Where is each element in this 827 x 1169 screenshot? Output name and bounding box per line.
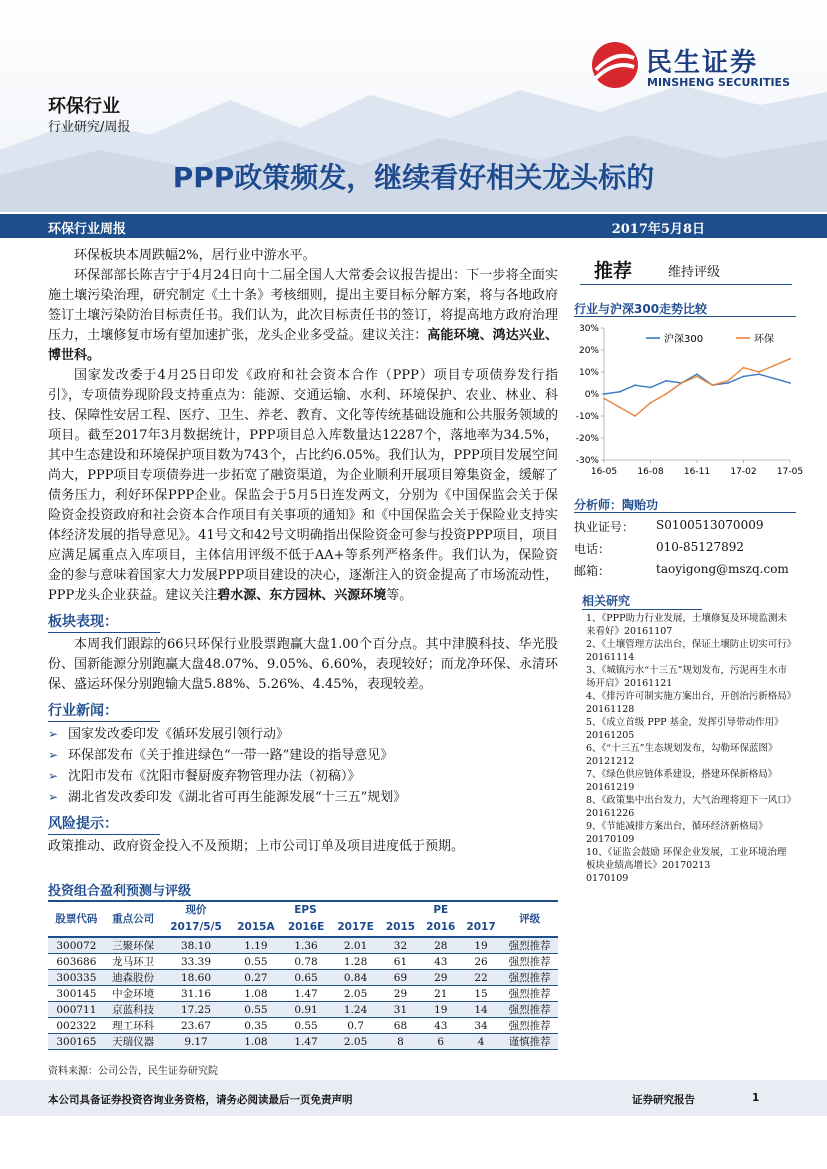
related-item[interactable]: 5、《成立首级 PPP 基金，发挥引导带动作用》20161205: [586, 717, 784, 741]
table-row: [48, 1018, 558, 1034]
header-eps-year: 2016E: [287, 921, 325, 933]
cell-pe: 68: [393, 1019, 408, 1032]
cell-pe: 22: [474, 971, 488, 984]
data-point: [758, 371, 760, 373]
y-tick-label: -10%: [575, 412, 599, 422]
report-title: PPP政策频发，继续看好相关龙头标的: [172, 161, 655, 194]
table-row: [48, 970, 558, 986]
analyst-tel: [574, 540, 745, 557]
cell-rating: 谨慎推荐: [508, 1036, 551, 1048]
data-point: [665, 380, 667, 382]
news-list: [48, 724, 558, 808]
cell-name: 龙马环卫: [112, 956, 155, 968]
cell-eps: 2.05: [343, 987, 368, 1000]
analyst-cert: [574, 518, 764, 535]
cell-pe: 43: [434, 955, 448, 968]
cell-price: 31.16: [180, 987, 212, 1000]
footer-label: 证券研究报告: [632, 1094, 695, 1106]
divider: [574, 316, 796, 317]
cell-rating: 强烈推荐: [508, 956, 551, 968]
data-point: [619, 406, 621, 408]
portfolio-table: [48, 900, 558, 1050]
cell-eps: 1.19: [244, 939, 268, 952]
related-title: 相关研究: [582, 592, 702, 610]
related-list: [586, 612, 794, 885]
cell-pe: 32: [393, 939, 408, 952]
summary-paragraph: 环保板块本周跌幅2%，居行业中游水平。: [74, 248, 316, 263]
cell-rating: 强烈推荐: [508, 1004, 551, 1016]
header-rating: 评级: [519, 912, 541, 925]
section-performance: 板块表现：: [48, 612, 160, 633]
cell-name: 理工环科: [112, 1020, 155, 1032]
header-pe-year: 2016: [426, 921, 456, 933]
risk-paragraph: 政策推动、政府资金投入不及预期；上市公司订单及项目进度低于预期。: [48, 839, 465, 854]
data-point: [696, 373, 698, 375]
table-title: 投资组合盈利预测与评级: [48, 884, 192, 899]
bar-date: 2017年5月8日: [611, 222, 705, 237]
cell-pe: 26: [474, 955, 488, 968]
header-eps: EPS: [294, 904, 317, 916]
cell-eps: 0.35: [244, 1019, 268, 1032]
data-point: [696, 376, 698, 378]
title-bar: [0, 214, 827, 238]
cell-code: 000711: [56, 1003, 97, 1016]
data-point: [789, 382, 791, 384]
related-item[interactable]: 10、《证监会鼓励 环保企业发展，工业环境治理板块业绩高增长》20170213: [586, 847, 787, 871]
cell-name: 京蓝科技: [112, 1004, 155, 1016]
data-point: [712, 384, 714, 386]
data-point: [634, 384, 636, 386]
trend-chart: [568, 318, 804, 486]
cell-eps: 1.08: [244, 987, 268, 1000]
cell-eps: 1.47: [294, 1035, 318, 1048]
data-point: [774, 378, 776, 380]
data-point: [681, 382, 683, 384]
header-pe-year: 2017: [466, 921, 496, 933]
y-tick-label: 0%: [584, 390, 599, 400]
cell-code: 603686: [56, 955, 97, 968]
cell-eps: 0.55: [244, 1003, 268, 1016]
cert-value: S0100513070009: [656, 518, 764, 532]
cell-price: 33.39: [180, 955, 212, 968]
table-row: [48, 986, 558, 1002]
related-item[interactable]: 2、《土壤管理方法出台，保证土壤防止切实可行》20161114: [586, 639, 792, 663]
cell-eps: 2.05: [343, 1035, 368, 1048]
header-code: 股票代码: [55, 912, 98, 925]
related-item[interactable]: 6、《“十三五”生态规划发布，勾勒环保蓝图》20121212: [586, 743, 778, 767]
tel-value: 010-85127892: [656, 540, 745, 554]
table-source: 资料来源：公司公告，民生证券研究院: [48, 1066, 218, 1077]
table-body: [48, 937, 558, 1050]
data-point: [650, 402, 652, 404]
cell-eps: 0.7: [347, 1019, 364, 1032]
news-item: ➢ 环保部发布《关于推进绿色“一带一路”建设的指导意见》: [48, 745, 558, 766]
mail-label: 邮箱：: [574, 564, 611, 578]
divider: [574, 512, 796, 513]
cell-pe: 19: [434, 1003, 448, 1016]
cell-eps: 1.47: [294, 987, 318, 1000]
ppp-end: 等。: [386, 588, 413, 603]
data-point: [727, 382, 729, 384]
cell-name: 中金环境: [112, 988, 155, 1000]
related-item[interactable]: 7、《绿色供应链体系建设，搭建环保新格局》20161219: [586, 769, 778, 793]
footer-disclaimer: 本公司具备证券投资咨询业务资格，请务必阅读最后一页免责声明: [48, 1094, 353, 1106]
cell-price: 38.10: [180, 939, 212, 952]
table-row: [48, 1034, 558, 1050]
data-point: [743, 367, 745, 369]
news-item: ➢ 湖北省发改委印发《湖北省可再生能源发展“十三五”规划》: [48, 787, 558, 808]
table-row: [48, 954, 558, 970]
cell-pe: 14: [474, 1003, 488, 1016]
y-tick-label: 10%: [578, 368, 599, 378]
brand-emblem-icon: [590, 40, 640, 90]
cell-eps: 2.01: [343, 939, 368, 952]
related-item[interactable]: 4、《排污许可制实施方案出台，开创治污新格局》20161128: [586, 691, 792, 715]
header-eps-year: 2017E: [337, 921, 374, 933]
cell-name: 天瑞仪器: [112, 1036, 155, 1048]
analyst-title: 分析师：陶贻功: [574, 498, 659, 512]
soil-text: 环保部部长陈吉宁于4月24日向十二届全国人大常委会议报告提出：下一步将全面实施土壤污染治理，研究制定《土十条》考核细则，提出主要目标分解方案，将与各地政府签订土壤污染防治目标责任书。我们认为，此次目标责任书的签订，将提高地方政府治理压力，土壤修复市场有望加速扩张，龙头企业多受益。建议关注：: [48, 268, 558, 343]
cell-eps: 1.28: [343, 955, 368, 968]
section-news: 行业新闻：: [48, 701, 160, 722]
cell-eps: 0.65: [294, 971, 318, 984]
table-row: [48, 1002, 558, 1018]
rating-sub: 维持评级: [668, 265, 721, 280]
cell-eps: 0.91: [294, 1003, 318, 1016]
y-tick-label: 20%: [578, 346, 599, 356]
header-name: 重点公司: [112, 912, 155, 925]
x-tick-label: 16-08: [637, 467, 664, 477]
x-tick-label: 17-05: [776, 467, 804, 477]
page-number: 1: [752, 1092, 760, 1104]
cell-eps: 0.84: [343, 971, 368, 984]
related-item[interactable]: 8、《政策集中出台发力，大气治理将迎下一风口》20161226: [586, 795, 792, 819]
related-item[interactable]: 3、《城镇污水“十三五”规划发布，污泥再生水市场开启》20161121: [586, 665, 788, 689]
mail-value[interactable]: taoyigong@mszq.com: [656, 562, 789, 576]
performance-paragraph: 本周我们跟踪的66只环保行业股票跑赢大盘1.00个百分点。其中津膜科技、华光股份、国新能源分别跑赢大盘48.07%、9.05%、6.60%，表现较好；而龙净环保、永清环保、盛运环保分别跑输大盘5.88%、5.26%、4.45%，表现较差。: [48, 637, 558, 692]
data-point: [758, 373, 760, 375]
cell-code: 002322: [56, 1019, 97, 1032]
cell-pe: 31: [393, 1003, 408, 1016]
bar-report-name: 环保行业周报: [48, 222, 127, 237]
soil-paragraph: [48, 266, 558, 366]
cell-pe: 28: [434, 939, 448, 952]
header-eps-year: 2015A: [237, 921, 275, 933]
cell-name: 三聚环保: [112, 940, 155, 952]
cell-pe: 69: [393, 971, 408, 984]
data-point: [650, 387, 652, 389]
cell-pe: 8: [397, 1035, 404, 1048]
cell-price: 23.67: [180, 1019, 212, 1032]
cert-label: 执业证号：: [574, 520, 635, 534]
brand-name-en: MINSHENG SECURITIES: [647, 76, 790, 89]
cell-code: 300165: [56, 1035, 97, 1048]
cell-price: 17.25: [180, 1003, 212, 1016]
ppp-text: 国家发改委于4月25日印发《政府和社会资本合作（PPP）项目专项债券发行指引》，专项债券现阶段支持重点为：能源、交通运输、水利、环境保护、农业、林业、科技、保障性安居工程、医疗、卫生、养老、教育、文化等传统基础设施和公共服务领域的项目。截至2017年3月数据统计，PPP项目总入库数量达12287个，落地率为34.5%，其中生态建设和环境保护项目数为743个，占比约6.05%。我们认为，PPP项目发展空间尚大，PPP项目专项债券进一步拓宽了融资渠道，为企业顺利开展项目筹集资金，缓解了债务压力，利好环保PPP企业。保监会于5月5日连发两文，分别为《中国保监会关于保险资金投资政府和社会资本合作项目有关事项的通知》和《中国保监会关于保险业支持实体经济发展的指导意见》。41号文和42号文明确指出保险资金可参与投资PPP项目，项目应满足属重点入库项目，主体信用评级不低于AA+等系列严格条件。我们认为，保险资金的参与意味着国家大力发展PPP项目建设的决心，逐渐注入的资金提高了市场流动性，PPP龙头企业获益。建议关注: [48, 368, 558, 603]
cell-code: 300335: [56, 971, 97, 984]
cell-pe: 4: [477, 1035, 485, 1048]
ppp-paragraph: [48, 366, 558, 606]
header-pe: PE: [433, 904, 449, 916]
cell-pe: 15: [474, 987, 488, 1000]
legend-label: 沪深300: [664, 334, 704, 345]
chart-title: 行业与沪深300走势比较: [574, 302, 708, 316]
cell-pe: 29: [393, 987, 408, 1000]
cell-code: 300145: [56, 987, 97, 1000]
legend-label: 环保: [754, 334, 774, 345]
divider: [580, 284, 792, 285]
y-tick-label: 30%: [578, 324, 599, 334]
cell-rating: 强烈推荐: [508, 972, 551, 984]
report-type: 行业研究/周报: [48, 120, 131, 135]
x-tick-label: 17-02: [730, 467, 757, 477]
table-row: [48, 937, 558, 954]
cell-rating: 强烈推荐: [508, 1020, 551, 1032]
series-line-1: [604, 359, 790, 416]
cell-eps: 0.55: [244, 955, 268, 968]
section-risk: 风险提示：: [48, 814, 160, 835]
cell-pe: 21: [434, 987, 448, 1000]
analyst-mail: [574, 562, 789, 579]
data-point: [619, 391, 621, 393]
cell-pe: 61: [393, 955, 408, 968]
cell-pe: 29: [434, 971, 448, 984]
main-content: [48, 246, 558, 857]
header-price-date: 2017/5/5: [170, 921, 222, 933]
cell-code: 300072: [56, 939, 97, 952]
news-item: ➢ 国家发改委印发《循环发展引领行动》: [48, 724, 558, 745]
cell-eps: 1.36: [294, 939, 318, 952]
rating: 推荐: [594, 260, 633, 282]
cell-rating: 强烈推荐: [508, 988, 551, 1000]
industry-label: 环保行业: [48, 96, 120, 117]
cell-pe: 34: [474, 1019, 488, 1032]
header-pe-year: 2015: [385, 921, 416, 933]
cell-price: 18.60: [180, 971, 212, 984]
data-point: [603, 398, 605, 400]
data-point: [603, 393, 605, 395]
soil-recommend: 高能环境、鸿达兴业、博世科。: [48, 328, 558, 363]
related-item[interactable]: 0170109: [586, 873, 629, 884]
data-point: [774, 365, 776, 367]
cell-eps: 0.27: [244, 971, 268, 984]
related-item[interactable]: 1、《PPP助力行业发展，土壤修复及环境监测未来看好》20161107: [586, 613, 787, 637]
cell-eps: 0.55: [294, 1019, 318, 1032]
cell-price: 9.17: [184, 1035, 208, 1048]
cell-eps: 0.78: [294, 955, 318, 968]
brand-name: 民生证券: [646, 48, 759, 78]
cell-rating: 强烈推荐: [508, 940, 551, 952]
cell-pe: 6: [437, 1035, 445, 1048]
cell-pe: 19: [474, 939, 488, 952]
x-tick-label: 16-11: [683, 467, 711, 477]
news-item: ➢ 沈阳市发布《沈阳市餐厨废弃物管理办法（初稿）》: [48, 766, 558, 787]
y-tick-label: -30%: [575, 456, 599, 466]
data-point: [665, 393, 667, 395]
cell-eps: 1.08: [244, 1035, 268, 1048]
related-item[interactable]: 9、《节能减排方案出台，循环经济新格局》20170109: [586, 821, 768, 845]
data-point: [634, 415, 636, 417]
data-point: [727, 380, 729, 382]
header-price: 现价: [185, 904, 207, 916]
y-tick-label: -20%: [575, 434, 599, 444]
cell-name: 迪森股份: [112, 972, 155, 984]
brand-logo: [590, 40, 790, 98]
tel-label: 电话：: [574, 542, 611, 556]
cell-pe: 43: [434, 1019, 448, 1032]
ppp-recommend: 碧水源、东方园林、兴源环境: [217, 588, 387, 603]
cell-eps: 1.24: [343, 1003, 368, 1016]
data-point: [789, 358, 791, 360]
x-tick-label: 16-05: [590, 467, 618, 477]
data-point: [743, 376, 745, 378]
